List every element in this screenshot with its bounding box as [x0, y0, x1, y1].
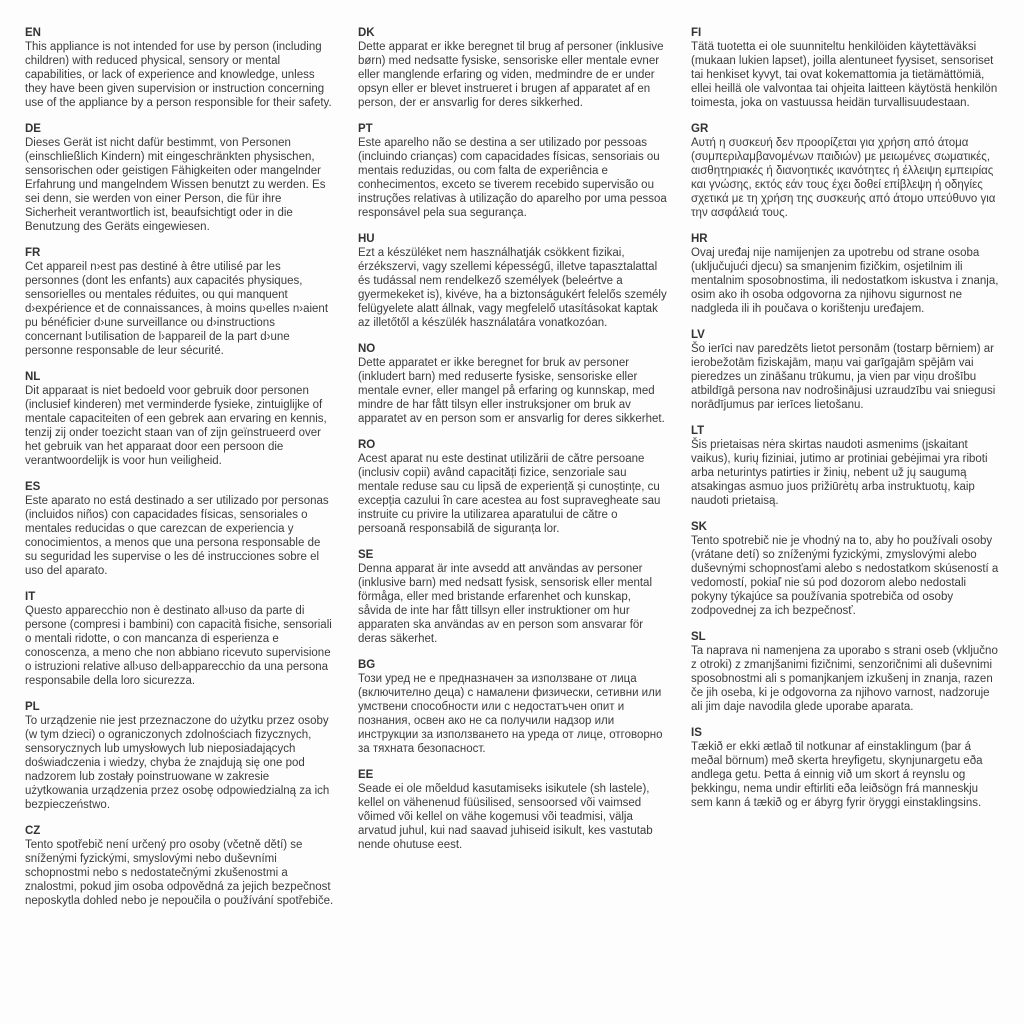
language-code: PT — [358, 123, 373, 135]
language-section-hr — [691, 232, 1000, 316]
language-code: EE — [358, 769, 374, 781]
language-code: IS — [691, 727, 702, 739]
language-section-de — [25, 122, 334, 234]
column-middle — [358, 26, 667, 920]
language-text: Dette apparat er ikke beregnet til brug af personer (inklusive børn) med nedsatte fysiske, sensoriske eller mentale evner eller manglende erfaring og viden, medmindre de er under opsyn eller er blevet instrueret i brugen af apparatet af en person, der er ansvarlig for deres sikkerhed. — [358, 41, 664, 109]
language-text: Dieses Gerät ist nicht dafür bestimmt, von Personen (einschließlich Kindern) mit eingeschränkten physischen, sensorischen oder geistigen Fähigkeiten oder mangelnder Erfahrung und mangelndem Wissen benutzt zu werden. Es sei denn, sie werden von einer Person, die für ihre Sicherheit verantwortlich ist, beaufsichtigt oder in die Benutzung des Geräts eingewiesen. — [25, 137, 326, 233]
language-code: GR — [691, 123, 709, 135]
language-code: DK — [358, 27, 375, 39]
language-section-dk — [358, 26, 667, 110]
language-code: FI — [691, 27, 702, 39]
language-code: DE — [25, 123, 41, 135]
language-section-it — [25, 590, 334, 688]
language-code: LT — [691, 425, 705, 437]
language-code: LV — [691, 329, 705, 341]
language-section-nl — [25, 370, 334, 468]
language-code: SL — [691, 631, 706, 643]
language-text: Questo apparecchio non è destinato all›uso da parte di persone (compresi i bambini) con capacità fisiche, sensoriali o mentali ridotte, o con mancanza di esperienza e conoscenza, a meno che non abbiano ricevuto supervisione o istruzioni relative all›uso dell›apparecchio da una persona responsabile della loro sicurezza. — [25, 605, 332, 687]
language-text: Este aparelho não se destina a ser utilizado por pessoas (incluindo crianças) com capacidades físicas, sensoriais ou mentais reduzidas, ou com falta de experiência e conhecimentos, exceto se tiverem recebido supervisão ou instruções relativas à utilização do aparelho por uma pessoa responsável pela sua segurança. — [358, 137, 667, 219]
language-text: Tækið er ekki ætlað til notkunar af einstaklingum (þar á meðal börnum) með skerta hreyfigetu, skynjunargetu eða andlega getu. Þetta á einnig við um skort á reynslu og þekkingu, nema undir eftirliti eða leiðsögn frá manneskju sem kann á tækið og er ábyrg fyrir öryggi einstaklingsins. — [691, 741, 983, 809]
language-code: NO — [358, 343, 376, 355]
language-section-lv — [691, 328, 1000, 412]
language-code: CZ — [25, 825, 41, 837]
language-text: Este aparato no está destinado a ser utilizado por personas (incluidos niños) con capacidades físicas, sensoriales o mentales reducidas o que carezcan de experiencia y conocimientos, a menos que una persona responsable de su seguridad les supervise o les dé instrucciones sobre el uso del aparato. — [25, 495, 329, 577]
language-section-fr — [25, 246, 334, 358]
language-section-lt — [691, 424, 1000, 508]
language-code: HU — [358, 233, 375, 245]
language-section-gr — [691, 122, 1000, 220]
language-text: To urządzenie nie jest przeznaczone do użytku przez osoby (w tym dzieci) o ograniczonych zdolnościach fizycznych, sensorycznych lub umysłowych lub nieposiadających doświadczenia i wiedzy, chyba że znajdują się one pod nadzorem lub zostały poinstruowane w zakresie użytkowania urządzenia przez osobę odpowiedzialną za ich bezpieczeństwo. — [25, 715, 330, 811]
column-right — [691, 26, 1000, 920]
column-left — [25, 26, 334, 920]
language-section-es — [25, 480, 334, 578]
language-code: HR — [691, 233, 708, 245]
language-text: Ta naprava ni namenjena za uporabo s strani oseb (vključno z otroki) z zmanjšanimi fizičnimi, senzoričnimi ali duševnimi sposobnostmi ali s pomanjkanjem izkušenj in znanja, razen če jih oseba, ki je odgovorna za njihovo varnost, nadzoruje ali jim daje navodila glede uporabe aparata. — [691, 645, 998, 713]
language-section-se — [358, 548, 667, 646]
language-section-bg — [358, 658, 667, 756]
language-code: EN — [25, 27, 41, 39]
language-text: Tento spotrebič nie je vhodný na to, aby ho používali osoby (vrátane detí) so zníženými fyzickými, zmyslovými alebo duševnými schopnosťami alebo s nedostatkom skúseností a vedomostí, pokiaľ nie sú pod dozorom alebo nedostali pokyny týkajúce sa používania spotrebiča od osoby zodpovednej za ich bezpečnosť. — [691, 535, 999, 617]
language-text: Dette apparatet er ikke beregnet for bruk av personer (inkludert barn) med reduserte fysiske, sensoriske eller mentale evner, eller mangel på erfaring og kunnskap, med mindre de har fått tilsyn eller instruksjoner om bruk av apparatet av en person som er ansvarlig for deres sikkerhet. — [358, 357, 665, 425]
language-section-is — [691, 726, 1000, 810]
language-code: SE — [358, 549, 374, 561]
language-section-en — [25, 26, 334, 110]
language-code: IT — [25, 591, 36, 603]
language-code: PL — [25, 701, 40, 713]
language-text: Dit apparaat is niet bedoeld voor gebruik door personen (inclusief kinderen) met verminderde fysieke, zintuiglijke of mentale capaciteiten of een gebrek aan ervaring en kennis, tenzij zij onder toezicht staan van of zijn geïnstrueerd over het gebruik van het apparaat door een persoon die verantwoordelijk is voor hun veiligheid. — [25, 385, 327, 467]
language-code: FR — [25, 247, 41, 259]
language-code: NL — [25, 371, 41, 383]
language-code: BG — [358, 659, 376, 671]
language-text: Denna apparat är inte avsedd att användas av personer (inklusive barn) med nedsatt fysisk, sensorisk eller mental förmåga, eller med bristande erfarenhet och kunskap, såvida de inte har fått tillsyn eller instruktioner om hur apparaten ska användas av en person som ansvarar för deras säkerhet. — [358, 563, 653, 645]
language-text: Ovaj uređaj nije namijenjen za upotrebu od strane osoba (uključujući djecu) sa smanjenim fizičkim, osjetilnim ili mentalnim sposobnostima, ili nedostatkom iskustva i znanja, osim ako ih osoba odgovorna za njihovu sigurnost ne nadgleda ili ih poučava o korištenju uređajem. — [691, 247, 999, 315]
language-section-ee — [358, 768, 667, 852]
language-text: Tento spotřebič není určený pro osoby (včetně dětí) se sníženými fyzickými, smyslovými nebo duševními schopnostmi nebo s nedostatečnými zkušenostmi a znalostmi, pokud jim osoba odpovědná za jejich bezpečnost neposkytla dohled nebo je nepoučila o používání spotřebiče. — [25, 839, 334, 907]
language-text: Cet appareil n›est pas destiné à être utilisé par les personnes (dont les enfants) aux capacités physiques, sensorielles ou mentales réduites, ou qui manquent d›expérience et de connaissances, à moins qu›elles n›aient pu bénéficier d›une surveillance ou d›instructions concernant l›utilisation de l›appareil de la part d›une personne responsable de leur sécurité. — [25, 261, 329, 357]
language-text: Acest aparat nu este destinat utilizării de către persoane (inclusiv copii) având capacități fizice, senzoriale sau mentale reduse sau cu lipsă de experiență și cunoștințe, cu excepția cazului în care acestea au fost supravegheate sau instruite cu privire la utilizarea aparatului de către o persoană responsabilă de siguranța lor. — [358, 453, 661, 535]
language-section-no — [358, 342, 667, 426]
language-section-pl — [25, 700, 334, 812]
language-text: Αυτή η συσκευή δεν προορίζεται για χρήση από άτομα (συμπεριλαμβανομένων παιδιών) με μειωμένες σωματικές, αισθητηριακές ή διανοητικές ικανότητες ή έλλειψη εμπειρίας και γνώσης, εκτός εάν τους έχει δοθεί επίβλεψη ή οδηγίες σχετικά με τη χρήση της συσκευής από άτομο υπεύθυνο για την ασφάλειά τους. — [691, 137, 996, 219]
language-section-sk — [691, 520, 1000, 618]
language-section-fi — [691, 26, 1000, 110]
language-section-ro — [358, 438, 667, 536]
language-text: Ezt a készüléket nem használhatják csökkent fizikai, érzékszervi, vagy szellemi képességű, illetve tapasztalattal és tudással nem rendelkező személyek (beleértve a gyermekeket is), kivéve, ha a biztonságukért felelős személy felügyelete alatt állnak, vagy megfelelő utasításokat kaptak az illetőtől a készülék használatára vonatkozóan. — [358, 247, 667, 329]
language-text: Този уред не е предназначен за използване от лица (включително деца) с намалени физически, сетивни или умствени способности или с недостатъчен опит и познания, освен ако не са получили надзор или инструкции за използването на уреда от лице, отговорно за тяхната безопасност. — [358, 673, 663, 755]
language-section-sl — [691, 630, 1000, 714]
language-section-hu — [358, 232, 667, 330]
language-text: Seade ei ole mõeldud kasutamiseks isikutele (sh lastele), kellel on vähenenud füüsilised, sensoorsed või vaimsed võimed või kellel on vähe kogemusi või teadmisi, välja arvatud juhul, kui nad saavad juhiseid isikult, kes vastutab nende ohutuse eest. — [358, 783, 653, 851]
language-text: Šo ierīci nav paredzēts lietot personām (tostarp bērniem) ar ierobežotām fiziskajām, maņu vai garīgajām spējām vai pieredzes un zināšanu trūkumu, ja vien par viņu drošību atbildīgā persona nav nodrošinājusi uzraudzību vai sniegusi norādījumus par ierīces lietošanu. — [691, 343, 996, 411]
language-code: RO — [358, 439, 376, 451]
language-code: SK — [691, 521, 707, 533]
language-code: ES — [25, 481, 41, 493]
language-section-cz — [25, 824, 334, 908]
language-text: Tätä tuotetta ei ole suunniteltu henkilöiden käytettäväksi (mukaan lukien lapset), joilla alentuneet fyysiset, sensoriset tai henkiset kyvyt, tai ovat kokemattomia ja tietämättömiä, ellei heillä ole valvontaa tai ohjeita laitteen käytöstä henkilön toimesta, joka on vastuussa heidän turvallisuudestaan. — [691, 41, 998, 109]
language-text: This appliance is not intended for use by person (including children) with reduced physical, sensory or mental capabilities, or lack of experience and knowledge, unless they have been given supervision or instruction concerning use of the appliance by a person responsible for their safety. — [25, 41, 332, 109]
language-section-pt — [358, 122, 667, 220]
language-text: Šis prietaisas nėra skirtas naudoti asmenims (įskaitant vaikus), kurių fiziniai, jutimo ar protiniai gebėjimai yra riboti arba neturintys patirties ir žinių, nebent už jų saugumą atsakingas asmuo juos prižiūrėtų arba instruktuotų, kaip naudoti prietaisą. — [691, 439, 988, 507]
